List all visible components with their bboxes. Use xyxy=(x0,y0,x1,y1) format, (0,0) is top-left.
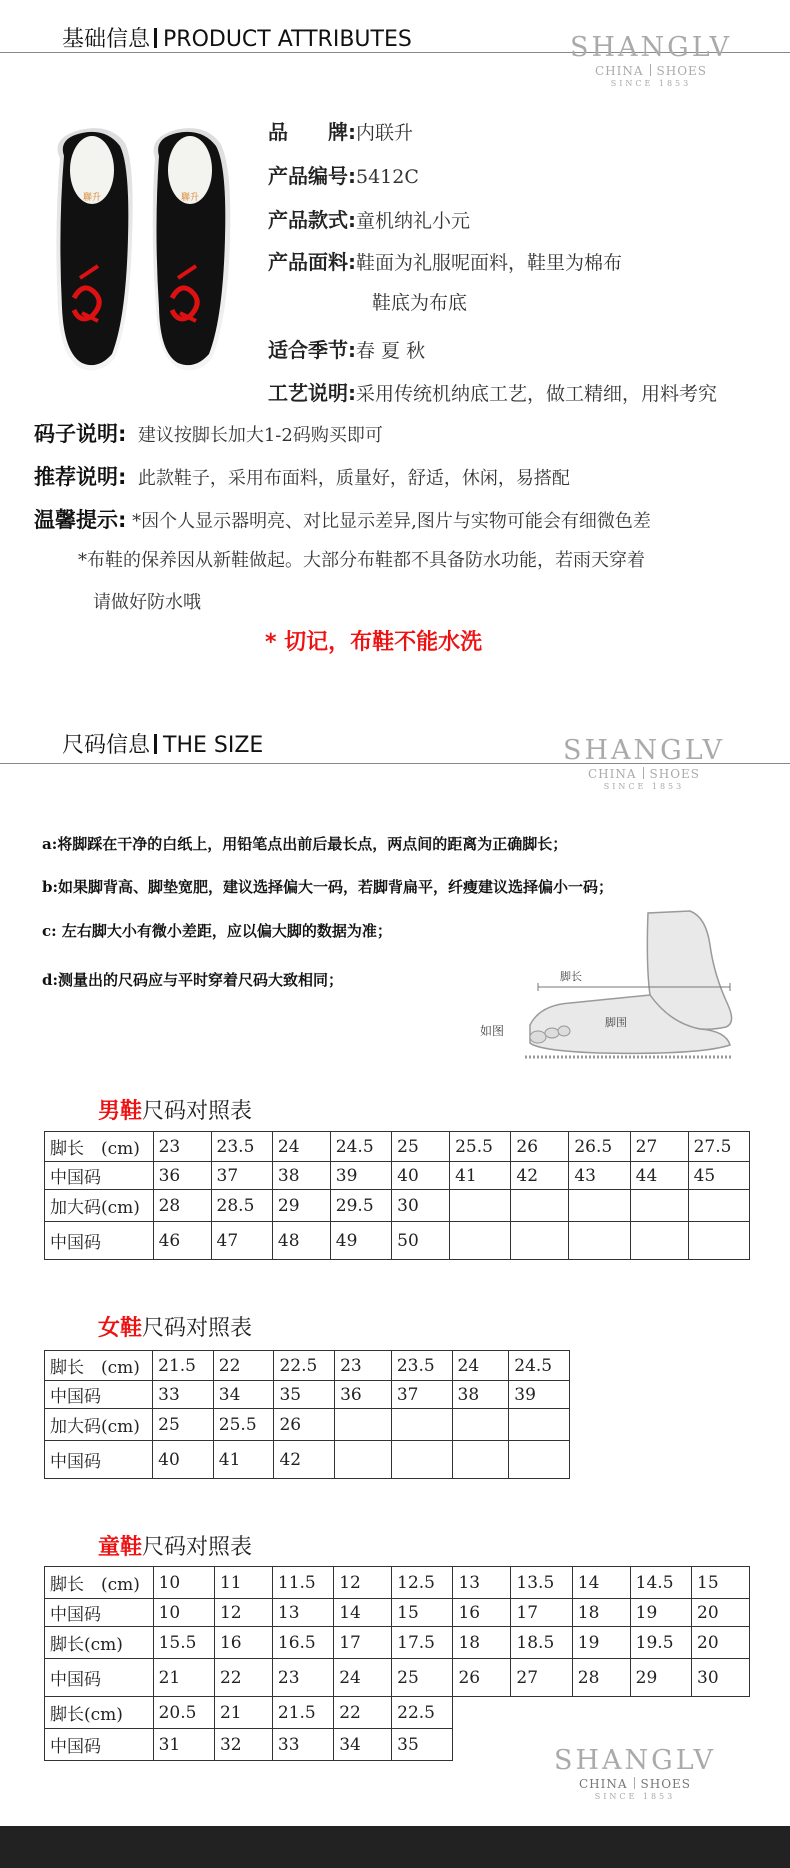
size-cell: 19 xyxy=(572,1627,630,1659)
size-cell: 25 xyxy=(392,1659,453,1697)
table-title-rest: 尺码对照表 xyxy=(142,1099,253,1124)
section-title-cn: 尺码信息 xyxy=(62,733,151,758)
size-cell: 19 xyxy=(630,1599,691,1627)
size-cell: 28 xyxy=(153,1190,211,1222)
brand-since: SINCE 1853 xyxy=(610,79,692,88)
size-cell: 15 xyxy=(692,1567,750,1599)
kids-size-table xyxy=(44,1566,750,1761)
table-title-red: 女鞋 xyxy=(98,1316,143,1341)
size-cell: 23.5 xyxy=(211,1132,272,1162)
attr-material xyxy=(268,246,622,275)
size-cell: 39 xyxy=(509,1381,570,1409)
row-header-cell: 脚长(cm) xyxy=(45,1697,154,1729)
attr-value: 鞋底为布底 xyxy=(372,292,468,314)
size-cell: 19.5 xyxy=(630,1627,691,1659)
row-header-cell: 中国码 xyxy=(45,1222,154,1260)
size-cell: 24 xyxy=(334,1659,392,1697)
size-cell: 28 xyxy=(572,1659,630,1697)
attr-label: 工艺说明: xyxy=(268,381,356,405)
row-header-cell: 中国码 xyxy=(45,1729,154,1761)
brand-left: CHINA xyxy=(578,1777,628,1791)
size-cell: 20.5 xyxy=(153,1697,214,1729)
brand-name: SHANGLV xyxy=(570,32,732,63)
size-cell: 27 xyxy=(630,1132,688,1162)
size-cell: 43 xyxy=(569,1162,630,1190)
table-title-rest: 尺码对照表 xyxy=(142,1316,253,1341)
row-header-cell: 加大码(cm) xyxy=(45,1190,154,1222)
attr-label: 品 牌: xyxy=(268,120,356,144)
size-cell: 23.5 xyxy=(391,1351,452,1381)
size-cell xyxy=(630,1222,688,1260)
size-cell: 27.5 xyxy=(688,1132,749,1162)
size-cell: 42 xyxy=(511,1162,569,1190)
foot-length-label: 脚长 xyxy=(560,970,582,983)
size-cell: 36 xyxy=(153,1162,211,1190)
size-cell: 22.5 xyxy=(274,1351,335,1381)
note-label: 推荐说明: xyxy=(34,465,127,489)
brand-right: SHOES xyxy=(640,1777,692,1791)
size-cell: 24.5 xyxy=(509,1351,570,1381)
size-cell: 21.5 xyxy=(272,1697,333,1729)
section-title-size xyxy=(62,728,263,759)
table-title-red: 童鞋 xyxy=(98,1535,143,1560)
attr-value: 内联升 xyxy=(356,122,414,144)
size-cell: 10 xyxy=(153,1599,214,1627)
size-cell: 31 xyxy=(153,1729,214,1761)
size-cell: 22.5 xyxy=(392,1697,453,1729)
size-cell: 26 xyxy=(274,1409,335,1441)
size-cell: 21 xyxy=(214,1697,272,1729)
diagram-example-label: 如图 xyxy=(480,1024,505,1038)
attr-brand xyxy=(268,116,413,145)
size-cell: 49 xyxy=(330,1222,391,1260)
row-header-cell: 中国码 xyxy=(45,1659,154,1697)
size-cell: 35 xyxy=(392,1729,453,1761)
size-cell: 34 xyxy=(213,1381,274,1409)
row-header-cell: 脚长 (cm) xyxy=(45,1351,153,1381)
section-title-en: THE SIZE xyxy=(163,733,264,758)
size-cell xyxy=(391,1441,452,1479)
size-cell: 16 xyxy=(453,1599,511,1627)
brand-name: SHANGLV xyxy=(563,735,725,766)
size-cell: 24 xyxy=(272,1132,330,1162)
size-cell: 50 xyxy=(392,1222,450,1260)
table-row xyxy=(45,1409,570,1441)
section-title-en: PRODUCT ATTRIBUTES xyxy=(163,27,412,52)
wash-warning: * 切记，布鞋不能水洗 xyxy=(265,630,483,655)
size-cell: 23 xyxy=(272,1659,333,1697)
row-header-cell: 中国码 xyxy=(45,1162,154,1190)
table-row xyxy=(45,1697,750,1729)
size-cell: 22 xyxy=(214,1659,272,1697)
size-cell xyxy=(450,1222,511,1260)
size-cell xyxy=(335,1441,392,1479)
size-cell: 47 xyxy=(211,1222,272,1260)
size-cell: 12.5 xyxy=(392,1567,453,1599)
size-cell: 23 xyxy=(153,1132,211,1162)
size-cell xyxy=(511,1222,569,1260)
size-cell: 29.5 xyxy=(330,1190,391,1222)
brand-left: CHINA xyxy=(587,767,637,781)
size-cell xyxy=(452,1441,509,1479)
size-cell: 22 xyxy=(334,1697,392,1729)
size-cell xyxy=(509,1441,570,1479)
size-cell: 11 xyxy=(214,1567,272,1599)
size-cell: 37 xyxy=(391,1381,452,1409)
foot-girth-label: 脚围 xyxy=(605,1016,627,1029)
footer-bar xyxy=(0,1826,790,1868)
table-title-rest: 尺码对照表 xyxy=(142,1535,253,1560)
size-cell: 17.5 xyxy=(392,1627,453,1659)
brand-right: SHOES xyxy=(656,64,708,78)
svg-text:聯升: 聯升 xyxy=(82,193,102,203)
table-row xyxy=(45,1222,750,1260)
footer-brand-logo xyxy=(550,1745,720,1801)
table-row xyxy=(45,1659,750,1697)
attr-style xyxy=(268,204,470,233)
size-cell: 10 xyxy=(153,1567,214,1599)
attr-value: 采用传统机纳底工艺，做工精细，用料考究 xyxy=(356,383,718,405)
size-cell: 26.5 xyxy=(569,1132,630,1162)
size-cell: 13 xyxy=(272,1599,333,1627)
brand-logo xyxy=(559,735,729,791)
size-cell xyxy=(630,1190,688,1222)
note-reminder xyxy=(34,504,651,534)
size-cell: 22 xyxy=(213,1351,274,1381)
note-label: 温馨提示: xyxy=(34,508,127,532)
men-table-title xyxy=(98,1094,252,1125)
section-title-cn: 基础信息 xyxy=(62,27,151,52)
table-row xyxy=(45,1567,750,1599)
size-cell: 36 xyxy=(335,1381,392,1409)
note-line-waterproof: 请做好防水哦 xyxy=(93,592,201,613)
tip-a: a:将脚踩在干净的白纸上，用铅笔点出前后最长点，两点间的距离为正确脚长； xyxy=(42,835,568,853)
size-cell xyxy=(688,1222,749,1260)
note-value: *因个人显示器明亮、对比显示差异,图片与实物可能会有细微色差 xyxy=(132,511,651,532)
size-cell: 37 xyxy=(211,1162,272,1190)
size-cell: 46 xyxy=(153,1222,211,1260)
title-divider xyxy=(154,28,157,48)
size-cell: 26 xyxy=(511,1132,569,1162)
size-cell xyxy=(391,1409,452,1441)
tip-c: c: 左右脚大小有微小差距，应以偏大脚的数据为准； xyxy=(42,922,392,940)
size-cell: 17 xyxy=(334,1627,392,1659)
row-header-cell: 脚长 (cm) xyxy=(45,1567,154,1599)
size-cell xyxy=(688,1190,749,1222)
size-cell: 48 xyxy=(272,1222,330,1260)
size-cell: 33 xyxy=(272,1729,333,1761)
attr-value: 鞋面为礼服呢面料，鞋里为棉布 xyxy=(356,252,623,274)
size-cell: 28.5 xyxy=(211,1190,272,1222)
size-cell: 42 xyxy=(274,1441,335,1479)
size-cell: 21 xyxy=(153,1659,214,1697)
size-cell: 18 xyxy=(572,1599,630,1627)
size-cell: 16 xyxy=(214,1627,272,1659)
size-cell xyxy=(450,1190,511,1222)
kids-table-title xyxy=(98,1530,252,1561)
size-cell: 13.5 xyxy=(511,1567,572,1599)
attr-label: 产品编号: xyxy=(268,164,356,188)
table-title-red: 男鞋 xyxy=(98,1099,143,1124)
size-cell: 29 xyxy=(630,1659,691,1697)
row-header-cell: 中国码 xyxy=(45,1599,154,1627)
size-cell: 12 xyxy=(214,1599,272,1627)
row-header-cell: 加大码(cm) xyxy=(45,1409,153,1441)
attr-label: 产品款式: xyxy=(268,208,356,232)
size-cell: 17 xyxy=(511,1599,572,1627)
size-cell: 23 xyxy=(335,1351,392,1381)
size-cell: 11.5 xyxy=(272,1567,333,1599)
size-cell: 30 xyxy=(692,1659,750,1697)
product-shoe-image xyxy=(40,118,245,380)
size-cell: 25.5 xyxy=(213,1409,274,1441)
note-recommend xyxy=(34,461,570,491)
attr-label: 适合季节: xyxy=(268,338,356,362)
size-cell xyxy=(509,1409,570,1441)
brand-since: SINCE 1853 xyxy=(594,1792,676,1801)
size-cell: 29 xyxy=(272,1190,330,1222)
attr-material-line2 xyxy=(372,288,467,315)
tip-b: b:如果脚背高、脚垫宽肥，建议选择偏大一码，若脚背扁平，纤瘦建议选择偏小一码； xyxy=(42,878,614,896)
brand-right: SHOES xyxy=(649,767,701,781)
size-cell: 38 xyxy=(452,1381,509,1409)
size-cell: 16.5 xyxy=(272,1627,333,1659)
size-cell: 40 xyxy=(392,1162,450,1190)
row-header-cell: 脚长 (cm) xyxy=(45,1132,154,1162)
size-cell: 13 xyxy=(453,1567,511,1599)
table-row xyxy=(45,1132,750,1162)
row-header-cell: 中国码 xyxy=(45,1441,153,1479)
brand-left: CHINA xyxy=(594,64,644,78)
note-value: 此款鞋子，采用布面料，质量好，舒适，休闲，易搭配 xyxy=(137,468,570,489)
size-cell: 25 xyxy=(392,1132,450,1162)
women-size-table xyxy=(44,1350,570,1479)
size-cell: 24 xyxy=(452,1351,509,1381)
tip-d: d:测量出的尺码应与平时穿着尺码大致相同； xyxy=(42,971,344,989)
size-cell: 27 xyxy=(511,1659,572,1697)
table-row xyxy=(45,1627,750,1659)
row-header-cell: 脚长(cm) xyxy=(45,1627,154,1659)
attr-value: 春 夏 秋 xyxy=(356,340,426,362)
size-cell: 12 xyxy=(334,1567,392,1599)
size-cell: 40 xyxy=(153,1441,214,1479)
men-size-table xyxy=(44,1131,750,1260)
attr-value: 5412C xyxy=(356,166,419,188)
size-cell: 25.5 xyxy=(450,1132,511,1162)
size-cell: 33 xyxy=(153,1381,214,1409)
note-size xyxy=(34,418,383,448)
size-cell: 38 xyxy=(272,1162,330,1190)
size-cell xyxy=(569,1190,630,1222)
brand-name: SHANGLV xyxy=(554,1745,716,1776)
attr-craft xyxy=(268,377,717,406)
table-row xyxy=(45,1441,570,1479)
women-table-title xyxy=(98,1311,252,1342)
size-cell xyxy=(511,1190,569,1222)
table-row xyxy=(45,1162,750,1190)
foot-measure-diagram xyxy=(500,905,740,1065)
title-divider xyxy=(154,734,157,754)
size-cell: 44 xyxy=(630,1162,688,1190)
size-cell: 30 xyxy=(392,1190,450,1222)
table-row xyxy=(45,1599,750,1627)
section-title-attributes xyxy=(62,22,412,53)
size-cell: 26 xyxy=(453,1659,511,1697)
attr-season xyxy=(268,334,425,363)
size-cell: 25 xyxy=(153,1409,214,1441)
size-cell: 14 xyxy=(334,1599,392,1627)
size-cell: 20 xyxy=(692,1599,750,1627)
note-label: 码子说明: xyxy=(34,422,127,446)
table-row xyxy=(45,1351,570,1381)
note-line-care: *布鞋的保养因从新鞋做起。大部分布鞋都不具备防水功能，若雨天穿着 xyxy=(78,550,645,571)
size-cell: 14.5 xyxy=(630,1567,691,1599)
size-cell: 41 xyxy=(450,1162,511,1190)
attr-product-number xyxy=(268,160,419,189)
size-cell: 18.5 xyxy=(511,1627,572,1659)
table-row xyxy=(45,1190,750,1222)
size-cell: 18 xyxy=(453,1627,511,1659)
size-cell xyxy=(452,1409,509,1441)
brand-logo xyxy=(566,32,736,88)
attr-label: 产品面料: xyxy=(268,250,356,274)
attr-value: 童机纳礼小元 xyxy=(356,210,471,232)
svg-text:聯升: 聯升 xyxy=(180,193,200,203)
note-value: 建议按脚长加大1-2码购买即可 xyxy=(137,425,383,446)
size-cell: 15.5 xyxy=(153,1627,214,1659)
size-cell: 45 xyxy=(688,1162,749,1190)
size-cell: 32 xyxy=(214,1729,272,1761)
size-cell: 20 xyxy=(692,1627,750,1659)
size-cell xyxy=(335,1409,392,1441)
size-cell: 34 xyxy=(334,1729,392,1761)
size-cell: 24.5 xyxy=(330,1132,391,1162)
size-cell: 39 xyxy=(330,1162,391,1190)
size-cell: 14 xyxy=(572,1567,630,1599)
size-cell: 15 xyxy=(392,1599,453,1627)
size-cell: 35 xyxy=(274,1381,335,1409)
size-cell: 21.5 xyxy=(153,1351,214,1381)
row-header-cell: 中国码 xyxy=(45,1381,153,1409)
size-cell xyxy=(569,1222,630,1260)
size-cell: 41 xyxy=(213,1441,274,1479)
table-row xyxy=(45,1381,570,1409)
brand-since: SINCE 1853 xyxy=(603,782,685,791)
